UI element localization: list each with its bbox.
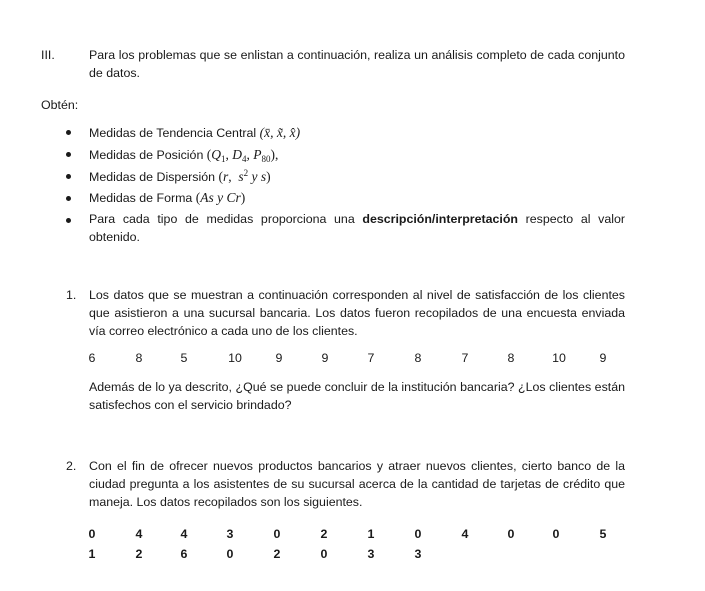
problem-1-followup: Además de lo ya descrito, ¿Qué se puede concluir de la institución bancaria? ¿Los clientes están satisfechos con el servicio brindado?	[89, 380, 625, 412]
data-value: 7	[461, 351, 469, 365]
bullet-icon	[66, 152, 71, 157]
data-value: 6	[88, 351, 96, 365]
dispersion-symbols: (r, $s^2$ y s)	[218, 168, 271, 184]
data-value: 2	[135, 547, 143, 561]
data-value: 4	[135, 527, 143, 541]
data-value: 0	[320, 547, 328, 561]
bullet-icon	[66, 174, 71, 179]
data-value: 2	[273, 547, 281, 561]
data-value: 10	[552, 351, 566, 365]
bullet-icon	[66, 218, 71, 223]
data-value: 5	[180, 351, 188, 365]
measure-label: Medidas de Forma	[89, 191, 193, 205]
data-value: 10	[228, 351, 242, 365]
problem-2-data-row-2	[0, 545, 705, 563]
section-roman-numeral: III.	[41, 48, 55, 62]
data-value: 9	[321, 351, 329, 365]
position-symbols: ($Q_1$, $D_4$, $P_{80}$),	[206, 147, 279, 164]
data-value: 3	[414, 547, 422, 561]
obten-label: Obtén:	[41, 98, 79, 112]
measure-label: Medidas de Tendencia Central	[89, 126, 257, 140]
data-value: 9	[599, 351, 607, 365]
data-value: 8	[135, 351, 143, 365]
data-value: 0	[226, 547, 234, 561]
problem-number: 1.	[66, 288, 77, 302]
data-value: 4	[180, 527, 188, 541]
problem-number: 2.	[66, 459, 77, 473]
problem-1-text: Los datos que se muestran a continuación corresponden al nivel de satisfacción de los clientes que asistieron a una sucursal bancaria. Los datos fueron recopilados de una encuesta enviada vía correo electrónico a cada uno de los clientes.	[89, 288, 625, 338]
shape-symbols: (As y Cr)	[195, 190, 246, 205]
data-value: 7	[367, 351, 375, 365]
data-value: 8	[507, 351, 515, 365]
data-value: 9	[275, 351, 283, 365]
section-intro: Para los problemas que se enlistan a continuación, realiza un análisis completo de cada conjunto de datos.	[89, 48, 625, 80]
data-value: 5	[599, 527, 607, 541]
data-value: 0	[414, 527, 422, 541]
data-value: 1	[88, 547, 96, 561]
central-tendency-symbols: (x̄, x̃, x̂)	[259, 125, 301, 140]
problem-1-data	[0, 349, 705, 367]
interpretation-instruction: Para cada tipo de medidas proporciona una descripción/interpretación respecto al valor obtenido.	[89, 212, 625, 244]
data-value: 1	[367, 527, 375, 541]
measure-label: Medidas de Posición	[89, 148, 204, 162]
problem-2-text: Con el fin de ofrecer nuevos productos bancarios y atraer nuevos clientes, cierto banco de la ciudad pregunta a los asistentes de su sucursal acerca de la cantidad de tarjetas de crédito que maneja. Los datos recopilados son los siguientes.	[89, 459, 625, 509]
data-value: 0	[273, 527, 281, 541]
data-value: 0	[507, 527, 515, 541]
bullet-icon	[66, 130, 71, 135]
data-value: 0	[88, 527, 96, 541]
data-value: 6	[180, 547, 188, 561]
data-value: 3	[226, 527, 234, 541]
problem-2-data-row-1	[0, 525, 705, 543]
data-value: 8	[414, 351, 422, 365]
data-value: 2	[320, 527, 328, 541]
data-value: 0	[552, 527, 560, 541]
bullet-icon	[66, 196, 71, 201]
data-value: 3	[367, 547, 375, 561]
measure-label: Medidas de Dispersión	[89, 170, 216, 184]
data-value: 4	[461, 527, 469, 541]
